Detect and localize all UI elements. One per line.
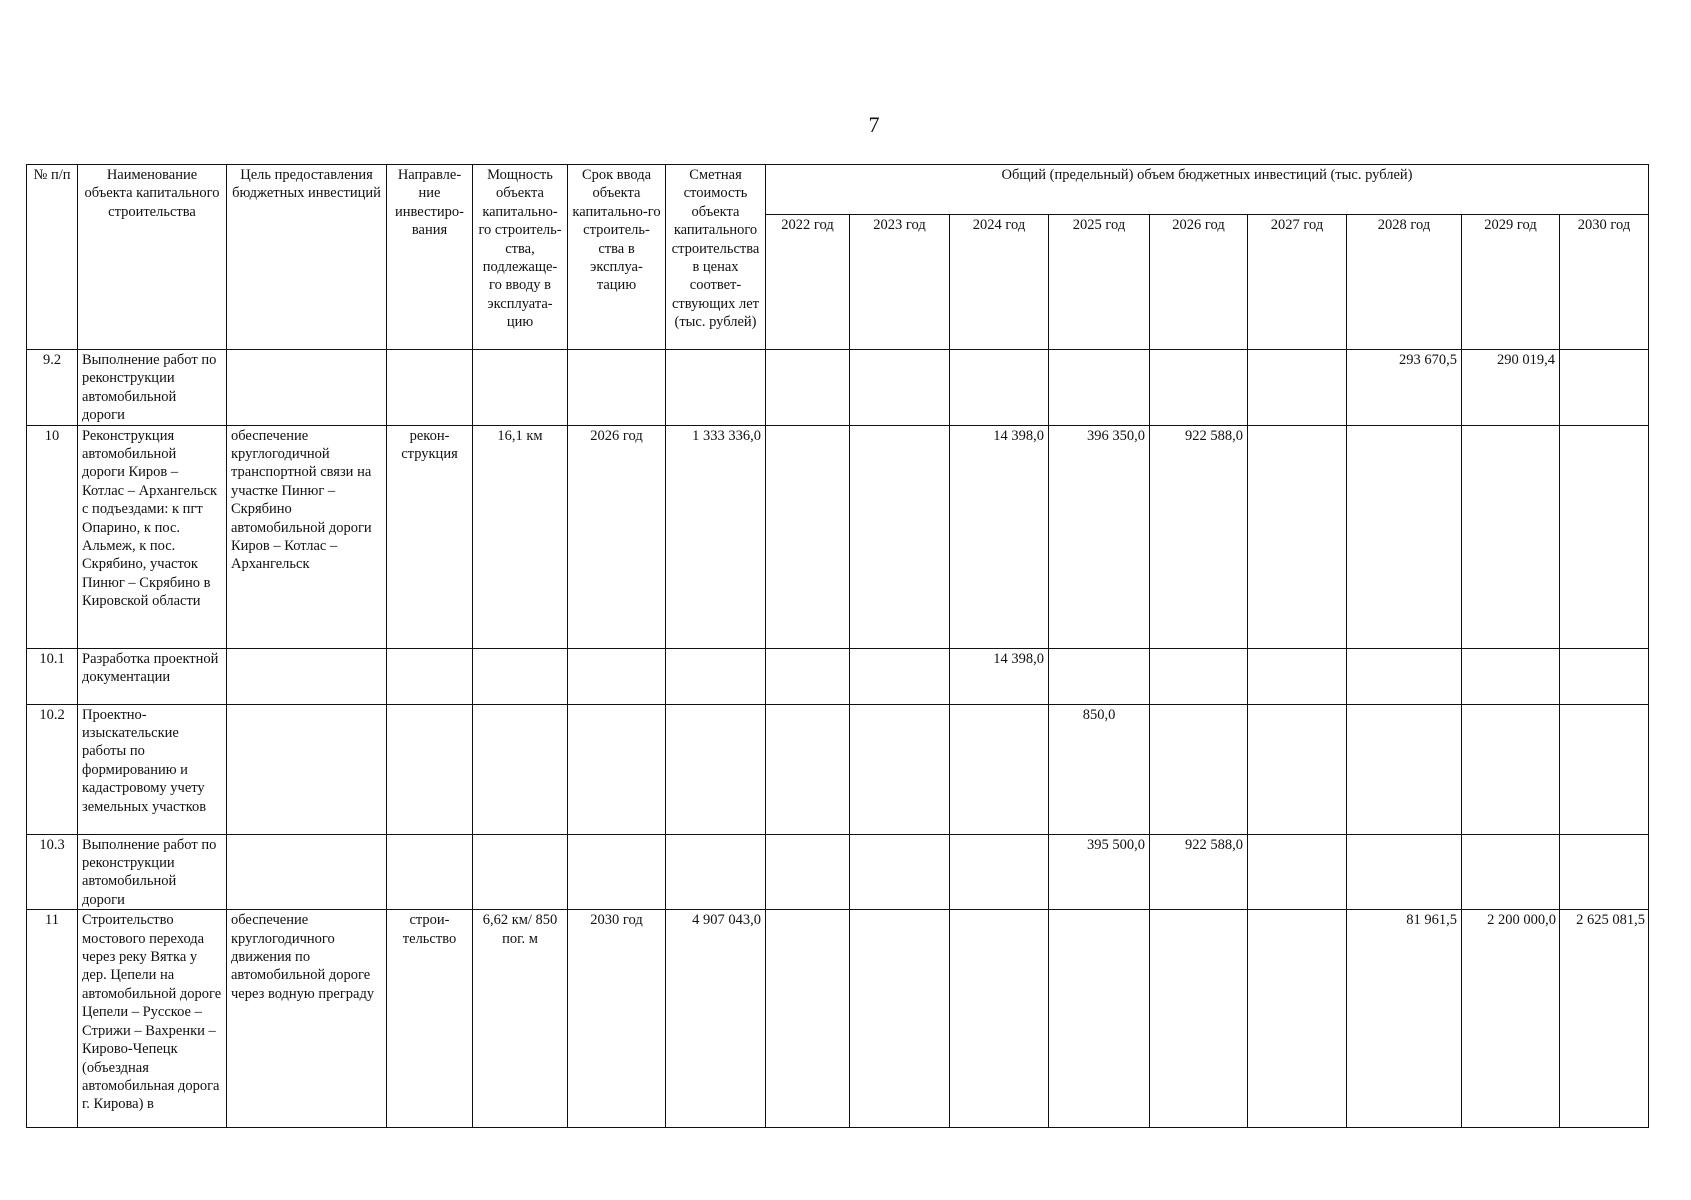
row-2029: 290 019,4: [1462, 350, 1560, 426]
row-term: [568, 834, 666, 910]
header-goal: Цель предоставления бюджетных инвестиций: [227, 165, 387, 350]
row-2023: [850, 350, 950, 426]
row-2022: [766, 704, 850, 834]
row-term: [568, 350, 666, 426]
row-2026: 922 588,0: [1150, 834, 1248, 910]
header-year-2024: 2024 год: [950, 215, 1049, 350]
row-2027: [1248, 834, 1347, 910]
header-year-2022: 2022 год: [766, 215, 850, 350]
row-2023: [850, 910, 950, 1128]
row-2030: [1560, 704, 1649, 834]
row-2025: 395 500,0: [1049, 834, 1150, 910]
row-2030: 2 625 081,5: [1560, 910, 1649, 1128]
budget-investment-table: [26, 164, 1649, 1128]
row-cost: 4 907 043,0: [666, 910, 766, 1128]
row-2027: [1248, 425, 1347, 648]
row-capacity: 6,62 км/ 850 пог. м: [473, 910, 568, 1128]
row-2025: [1049, 350, 1150, 426]
header-year-2023: 2023 год: [850, 215, 950, 350]
row-cost: [666, 350, 766, 426]
row-term: [568, 648, 666, 704]
header-name: Наименование объекта капитального строительства: [78, 165, 227, 350]
table-row: [27, 910, 1649, 1128]
row-direction: [387, 704, 473, 834]
header-term: Срок ввода объекта капитально-го строитель-ства в эксплуа-тацию: [568, 165, 666, 350]
row-2025: [1049, 910, 1150, 1128]
row-2023: [850, 648, 950, 704]
row-2030: [1560, 350, 1649, 426]
row-2025: 396 350,0: [1049, 425, 1150, 648]
row-2023: [850, 834, 950, 910]
row-capacity: [473, 648, 568, 704]
table-row: [27, 834, 1649, 910]
row-2028: 293 670,5: [1347, 350, 1462, 426]
header-year-2025: 2025 год: [1049, 215, 1150, 350]
row-term: 2030 год: [568, 910, 666, 1128]
table-row: [27, 425, 1649, 648]
row-num: 10.2: [27, 704, 78, 834]
row-name: Проектно-изыскательские работы по формированию и кадастровому учету земельных участков: [78, 704, 227, 834]
table-row: [27, 350, 1649, 426]
row-goal: [227, 648, 387, 704]
row-2022: [766, 648, 850, 704]
row-2028: [1347, 704, 1462, 834]
row-2025: 850,0: [1049, 704, 1150, 834]
row-term: 2026 год: [568, 425, 666, 648]
row-2029: [1462, 704, 1560, 834]
row-2028: [1347, 648, 1462, 704]
row-capacity: [473, 704, 568, 834]
header-capacity: Мощность объекта капитально-го строитель-ства, подлежаще-го вводу в эксплуата-цию: [473, 165, 568, 350]
row-2027: [1248, 704, 1347, 834]
row-2023: [850, 425, 950, 648]
header-num: № п/п: [27, 165, 78, 350]
row-name: Выполнение работ по реконструкции автомобильной дороги: [78, 350, 227, 426]
row-2026: 922 588,0: [1150, 425, 1248, 648]
row-2022: [766, 350, 850, 426]
header-year-2028: 2028 год: [1347, 215, 1462, 350]
row-name: Строительство мостового перехода через реку Вятка у дер. Цепели на автомобильной дороге Цепели – Русское – Стрижи – Вахренки – Кирово-Чепецк (объездная автомобильная дорога г. Кирова) в: [78, 910, 227, 1128]
row-num: 10: [27, 425, 78, 648]
row-cost: [666, 648, 766, 704]
row-2024: [950, 910, 1049, 1128]
row-goal: [227, 704, 387, 834]
row-capacity: 16,1 км: [473, 425, 568, 648]
row-2024: [950, 834, 1049, 910]
row-2028: [1347, 834, 1462, 910]
row-name: Реконструкция автомобильной дороги Киров – Котлас – Архангельск с подъездами: к пгт Опарино, к пос. Альмеж, к пос. Скрябино, участок Пинюг – Скрябино в Кировской области: [78, 425, 227, 648]
row-direction: строи-тельство: [387, 910, 473, 1128]
row-2023: [850, 704, 950, 834]
row-cost: [666, 834, 766, 910]
row-2027: [1248, 910, 1347, 1128]
row-num: 10.3: [27, 834, 78, 910]
row-cost: [666, 704, 766, 834]
row-num: 10.1: [27, 648, 78, 704]
header-cost: Сметная стоимость объекта капитального строительства в ценах соответ-ствующих лет (тыс. рублей): [666, 165, 766, 350]
row-2026: [1150, 704, 1248, 834]
row-2022: [766, 910, 850, 1128]
row-name: Разработка проектной документации: [78, 648, 227, 704]
row-2027: [1248, 350, 1347, 426]
row-goal: обеспечение круглогодичной транспортной связи на участке Пинюг – Скрябино автомобильной дороги Киров – Котлас – Архангельск: [227, 425, 387, 648]
row-2026: [1150, 648, 1248, 704]
header-year-2026: 2026 год: [1150, 215, 1248, 350]
row-goal: [227, 350, 387, 426]
row-capacity: [473, 350, 568, 426]
row-goal: [227, 834, 387, 910]
row-2026: [1150, 910, 1248, 1128]
header-row-1: [27, 165, 1649, 215]
row-direction: [387, 350, 473, 426]
header-year-2030: 2030 год: [1560, 215, 1649, 350]
row-2025: [1049, 648, 1150, 704]
row-2030: [1560, 648, 1649, 704]
row-2026: [1150, 350, 1248, 426]
row-num: 9.2: [27, 350, 78, 426]
row-2024: 14 398,0: [950, 648, 1049, 704]
header-budget-group: Общий (предельный) объем бюджетных инвестиций (тыс. рублей): [766, 165, 1649, 215]
header-direction: Направле-ние инвестиро-вания: [387, 165, 473, 350]
row-2028: [1347, 425, 1462, 648]
row-2024: 14 398,0: [950, 425, 1049, 648]
row-term: [568, 704, 666, 834]
page-number: 7: [868, 112, 880, 137]
header-year-2029: 2029 год: [1462, 215, 1560, 350]
row-2024: [950, 350, 1049, 426]
table-row: [27, 648, 1649, 704]
row-name: Выполнение работ по реконструкции автомобильной дороги: [78, 834, 227, 910]
row-2029: [1462, 425, 1560, 648]
row-2029: 2 200 000,0: [1462, 910, 1560, 1128]
row-2029: [1462, 834, 1560, 910]
row-2028: 81 961,5: [1347, 910, 1462, 1128]
row-capacity: [473, 834, 568, 910]
row-2022: [766, 425, 850, 648]
row-2022: [766, 834, 850, 910]
row-num: 11: [27, 910, 78, 1128]
row-direction: [387, 648, 473, 704]
row-direction: [387, 834, 473, 910]
row-2030: [1560, 425, 1649, 648]
row-cost: 1 333 336,0: [666, 425, 766, 648]
row-goal: обеспечение круглогодичного движения по автомобильной дороге через водную преграду: [227, 910, 387, 1128]
row-2027: [1248, 648, 1347, 704]
row-2029: [1462, 648, 1560, 704]
row-direction: рекон-струкция: [387, 425, 473, 648]
row-2024: [950, 704, 1049, 834]
row-2030: [1560, 834, 1649, 910]
header-year-2027: 2027 год: [1248, 215, 1347, 350]
table-row: [27, 704, 1649, 834]
